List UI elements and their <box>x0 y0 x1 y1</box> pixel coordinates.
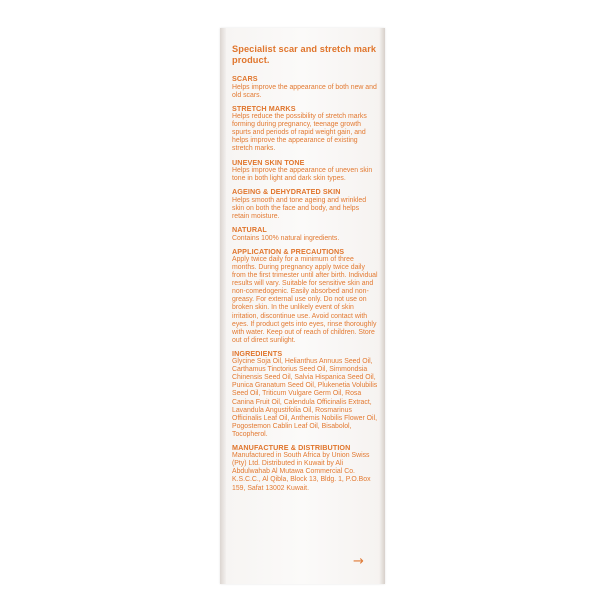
section-manufacture-distribution <box>232 444 378 493</box>
section-scars <box>232 75 378 100</box>
box-left-edge <box>220 28 226 584</box>
section-title: NATURAL <box>232 224 267 234</box>
section-natural <box>232 226 378 243</box>
box-text-panel <box>232 44 378 498</box>
section-body: Contains 100% natural ingredients. <box>232 234 340 242</box>
section-title: STRETCH MARKS <box>232 103 296 113</box>
product-headline: Specialist scar and stretch mark product. <box>232 44 377 65</box>
section-title: MANUFACTURE & DISTRIBUTION <box>232 442 351 452</box>
section-title: APPLICATION & PRECAUTIONS <box>232 246 345 256</box>
section-title: AGEING & DEHYDRATED SKIN <box>232 187 341 197</box>
box-right-edge <box>380 28 385 584</box>
section-body: Helps improve the appearance of both new and old scars. <box>232 83 377 99</box>
section-body: Helps improve the appearance of uneven skin tone in both light and dark skin types. <box>232 167 373 183</box>
section-ageing-dehydrated-skin <box>232 188 378 221</box>
section-stretch-marks <box>232 105 378 154</box>
section-body: Manufactured in South Africa by Union Swiss (Pty) Ltd. Distributed in Kuwait by Ali Abdulwahab Al Mutawa Commercial Co. K.S.C.C., Al Qibla, Block 13, Bldg. 1, P.O.Box 159, Safat 13002 Kuwait. <box>232 452 371 492</box>
section-body: Glycine Soja Oil, Helianthus Annuus Seed Oil, Carthamus Tinctorius Seed Oil, Simmondsia Chinensis Seed Oil, Salvia Hispanica Seed Oil, Punica Granatum Seed Oil, Plukenetia Volubilis Seed Oil, Triticum Vulgare Germ Oil, Rosa Canina Fruit Oil, Calendula Officinalis Extract, Lavandula Angustifolia Oil, Rosmarinus Officinalis Leaf Oil, Anthemis Nobilis Flower Oil, Pogostemon Cablin Leaf Oil, Bisabolol, Tocopherol. <box>232 358 378 438</box>
section-body: Helps smooth and tone ageing and wrinkled skin on both the face and body, and helps retain moisture. <box>232 196 367 220</box>
arrow-right-icon: → <box>353 554 364 569</box>
section-title: UNEVEN SKIN TONE <box>232 157 305 167</box>
section-title: SCARS <box>232 74 258 83</box>
section-body: Helps reduce the possibility of stretch marks forming during pregnancy, teenage growth spurts and periods of rapid weight gain, and helps improve the appearance of existing stretch marks. <box>232 113 367 153</box>
section-title: INGREDIENTS <box>232 348 283 358</box>
section-uneven-skin-tone <box>232 159 378 184</box>
section-application-precautions <box>232 248 378 345</box>
section-body: Apply twice daily for a minimum of three months. During pregnancy apply twice daily from the first trimester until after birth. Individual results will vary. Suitable for sensitive skin and non-comedogenic. Easily absorbed and non-greasy. For external use only. Do not use on broken skin. In the unlikely event of skin irritation, discontinue use. Avoid contact with eyes. If product gets into eyes, rinse thoroughly with water. Keep out of reach of children. Store out of direct sunlight. <box>232 256 378 344</box>
section-ingredients <box>232 350 378 439</box>
